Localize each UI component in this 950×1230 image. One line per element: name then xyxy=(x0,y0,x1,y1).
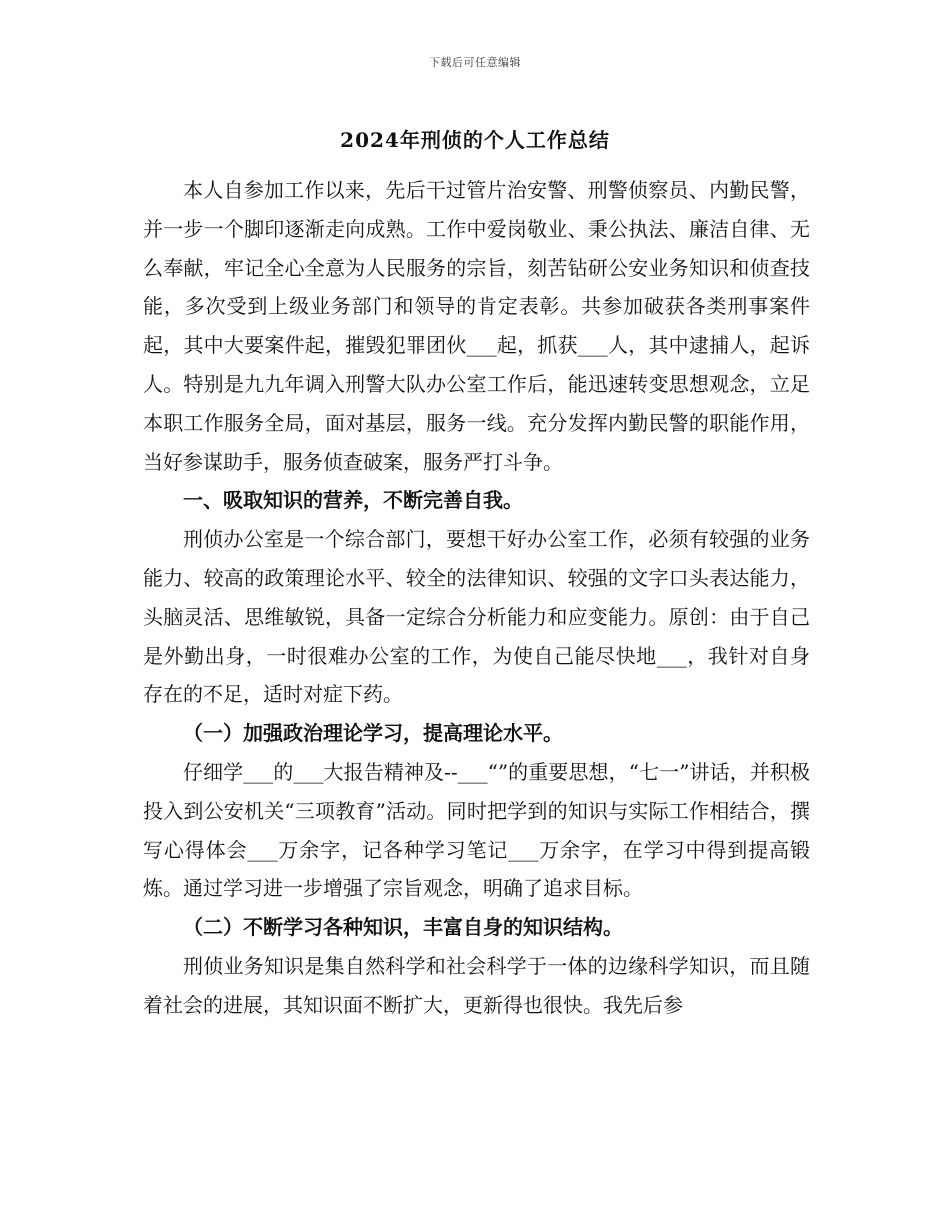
subsection-heading-1: （一）加强政治理论学习，提高理论水平。 xyxy=(183,721,563,746)
paragraph-subsection-2: 刑侦业务知识是集自然科学和社会科学于一体的边缘科学知识，而且随着社会的进展，其知识面不断扩大，更新得也很快。我先后参 xyxy=(143,953,810,1017)
paragraph-section-1: 刑侦办公室是一个综合部门，要想干好办公室工作，必须有较强的业务能力、较高的政策理论水平、较全的法律知识、较强的文字口头表达能力，头脑灵活、思维敏锐，具备一定综合分析能力和应变能力。原创：由于自己是外勤出身，一时很难办公室的工作，为使自己能尽快地___，我针对自身存在的不足，适时对症下药。 xyxy=(143,527,810,707)
paragraph-subsection-1: 仔细学___的___大报告精神及--___“”的重要思想，“七一”讲话，并积极投入到公安机关“三项教育”活动。同时把学到的知识与实际工作相结合，撰写心得体会___万余字，记各种学习笔记___万余字，在学习中得到提高锻炼。通过学习进一步增强了宗旨观念，明确了追求目标。 xyxy=(143,759,810,901)
header-note: 下载后可任意编辑 xyxy=(429,56,521,69)
document-body xyxy=(143,171,810,1025)
document-title: 2024年刑侦的个人工作总结 xyxy=(340,128,610,152)
paragraph-intro: 本人自参加工作以来，先后干过管片治安警、刑警侦察员、内勤民警，并一步一个脚印逐渐走向成熟。工作中爱岗敬业、秉公执法、廉洁自律、无么奉献，牢记全心全意为人民服务的宗旨，刻苦钻研公安业务知识和侦查技能，多次受到上级业务部门和领导的肯定表彰。共参加破获各类刑事案件起，其中大要案件起，摧毁犯罪团伙___起，抓获___人，其中逮捕人，起诉人。特别是九九年调入刑警大队办公室工作后，能迅速转变思想观念，立足本职工作服务全局，面对基层，服务一线。充分发挥内勤民警的职能作用，当好参谋助手，服务侦查破案，服务严打斗争。 xyxy=(143,178,810,474)
subsection-heading-2: （二）不断学习各种知识，丰富自身的知识结构。 xyxy=(183,915,623,940)
section-heading-1: 一、吸取知识的营养，不断完善自我。 xyxy=(183,488,523,513)
